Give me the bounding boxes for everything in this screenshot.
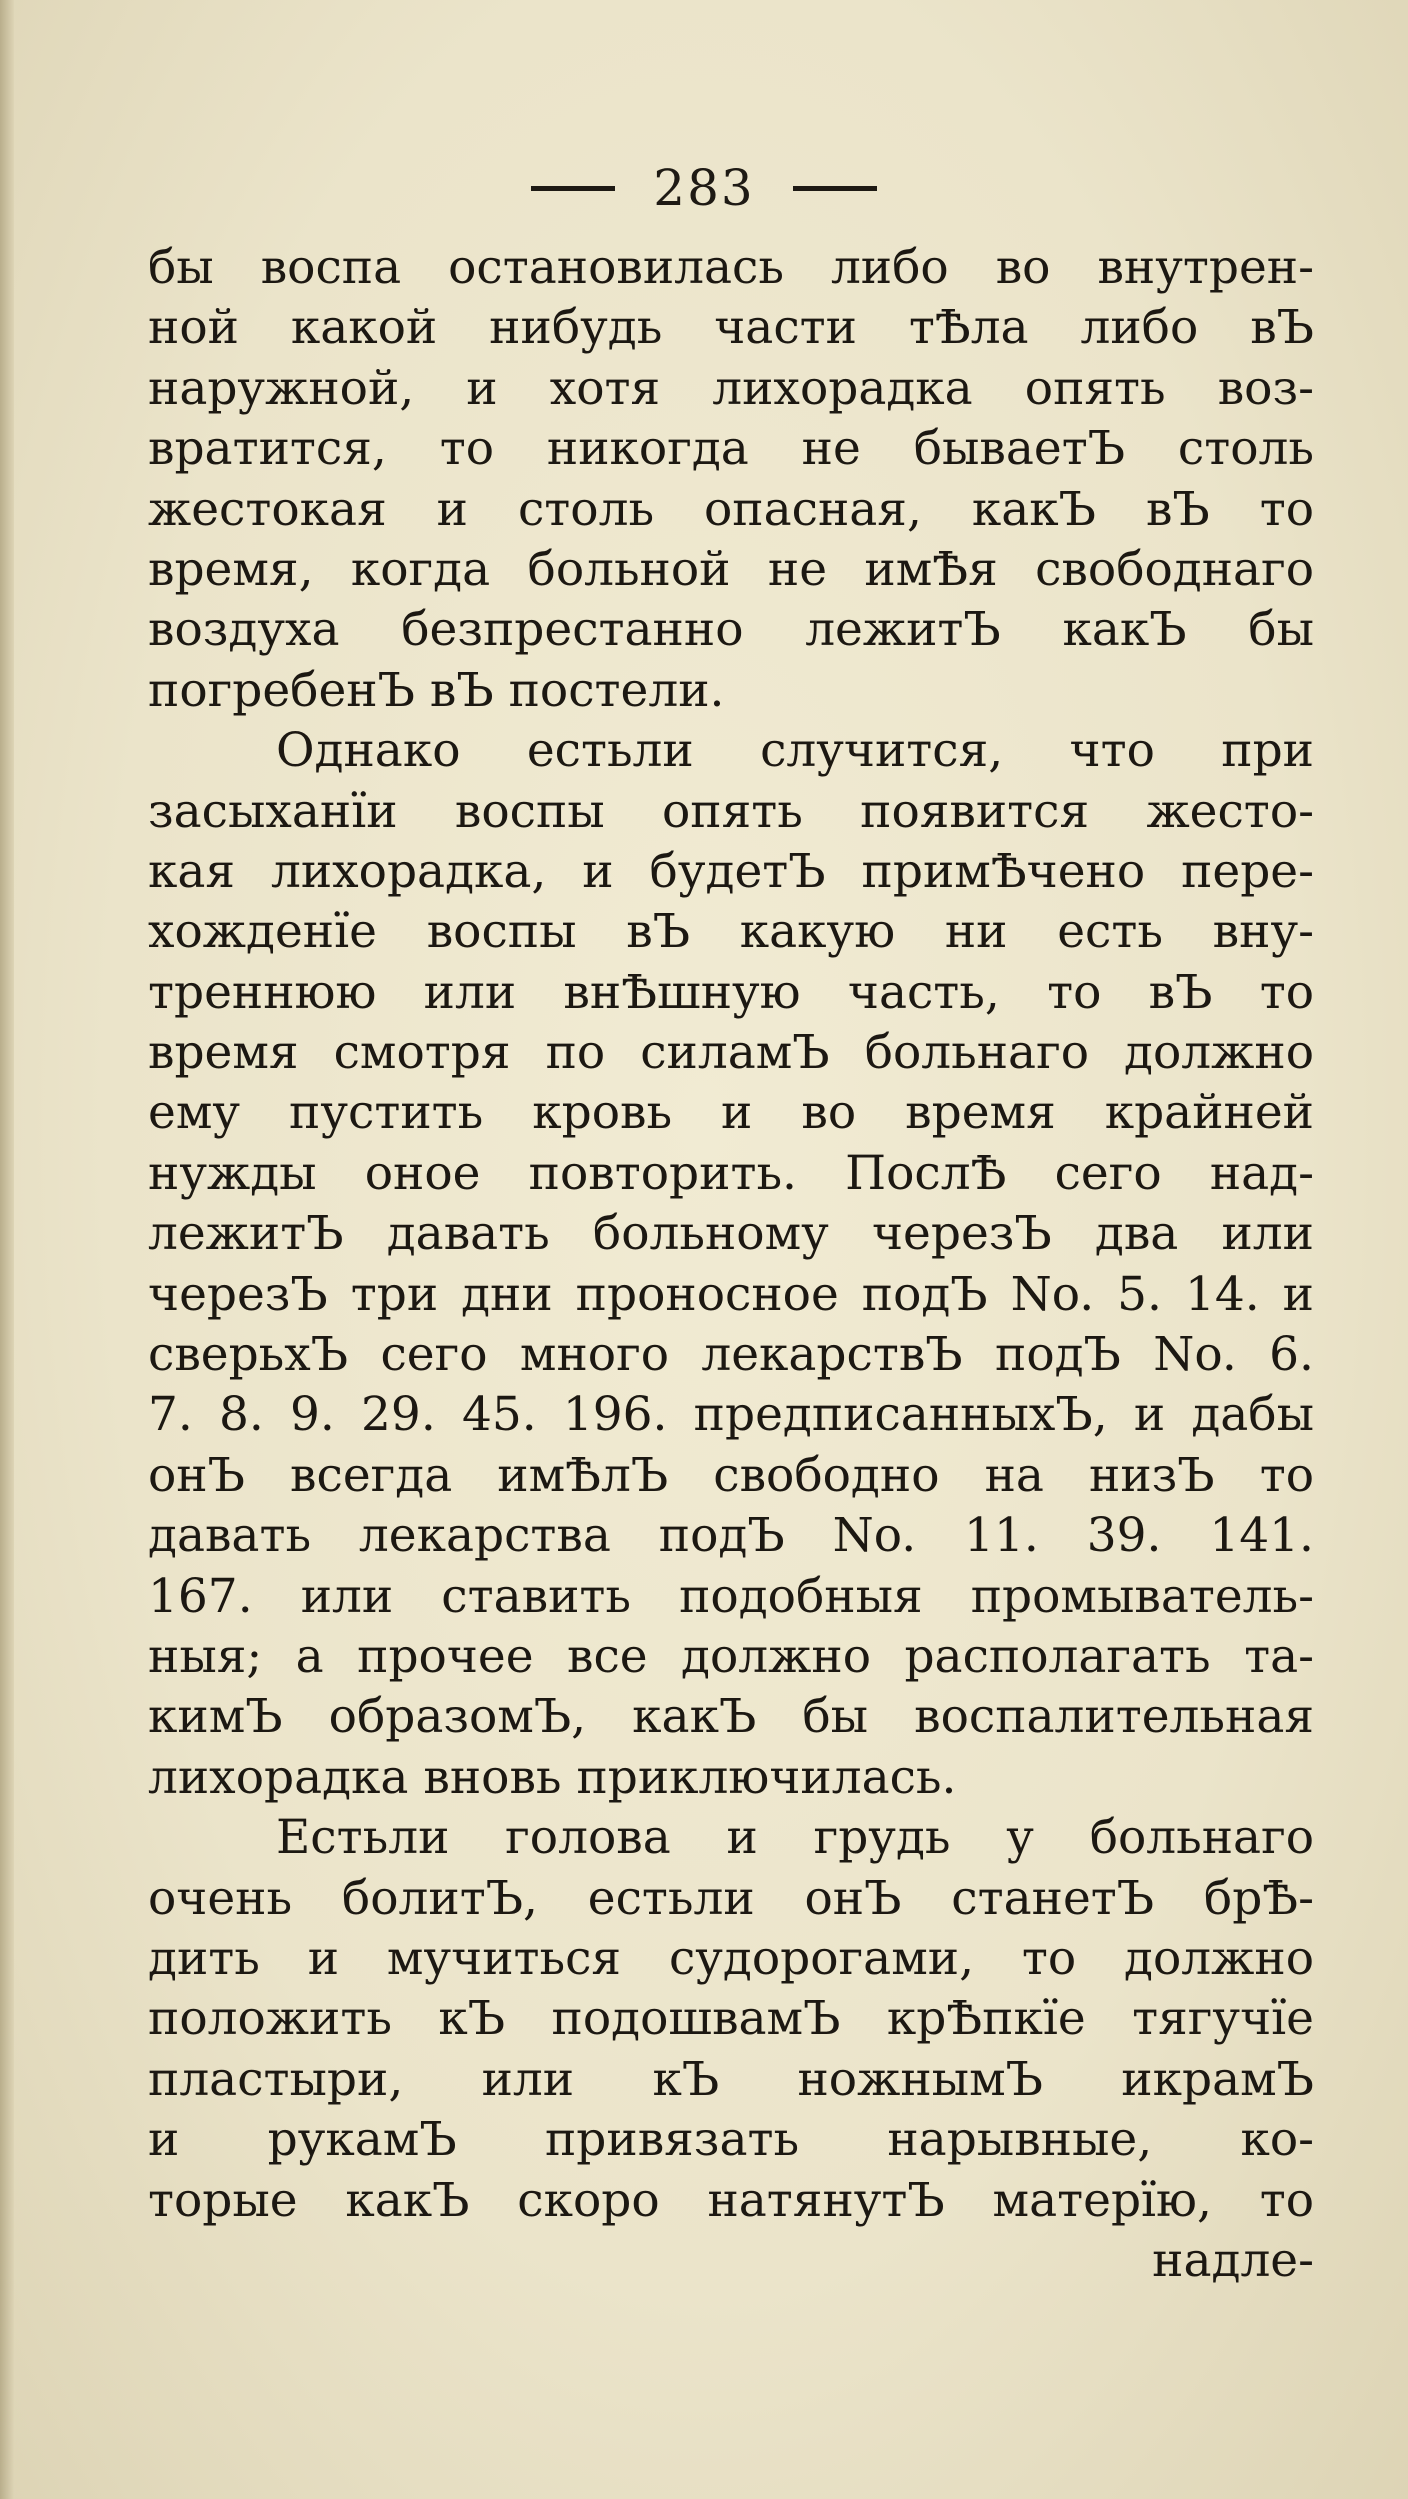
text-line: черезЪ три дни проносное подЪ No. 5. 14. и [148, 1266, 1314, 1322]
text-line: и рукамЪ привязать нарывные, ко- [148, 2112, 1314, 2168]
page-spine-edge [0, 0, 14, 2499]
text-line: воздуха безпрестанно лежитЪ какЪ бы [148, 602, 1314, 658]
text-line: жестокая и столь опасная, какЪ вЪ то [148, 481, 1314, 537]
text-line: бы воспа остановилась либо во внутрен- [148, 240, 1314, 295]
text-line: торые какЪ скоро натянутЪ матерїю, то [148, 2172, 1314, 2228]
text-line-paragraph-start: Однако естьли случится, что при [276, 723, 1314, 779]
header-dash-right [793, 186, 877, 191]
text-line: 167. или ставить подобныя промыватель- [148, 1568, 1314, 1624]
text-line: ныя; а прочее все должно располагать та- [148, 1628, 1314, 1684]
text-line: вратится, то никогда не бываетЪ столь [148, 421, 1314, 477]
header-dash-left [531, 186, 615, 191]
text-line: кая лихорадка, и будетЪ примѢчено пере- [148, 843, 1314, 899]
text-line: очень болитЪ, естьли онЪ станетЪ брѢ- [148, 1870, 1314, 1926]
text-line: время смотря по силамЪ больнаго должно [148, 1025, 1314, 1081]
text-line: кимЪ образомЪ, какЪ бы воспалительная [148, 1689, 1314, 1745]
text-line: дить и мучиться судорогами, то должно [148, 1930, 1314, 1986]
body-text [148, 238, 1314, 2291]
text-line: треннюю или внѢшную часть, то вЪ то [148, 964, 1314, 1020]
text-line: ной какой нибудь части тѢла либо вЪ [148, 300, 1314, 356]
catchword: надле- [1152, 2232, 1314, 2288]
text-line: положить кЪ подошвамЪ крѢпкїе тягучїе [148, 1991, 1314, 2047]
text-line: ему пустить кровь и во время крайней [148, 1085, 1314, 1141]
text-line: наружной, и хотя лихорадка опять воз- [148, 360, 1314, 416]
text-line-paragraph-start: Естьли голова и грудь у больнаго [276, 1810, 1314, 1866]
text-line: пластыри, или кЪ ножнымЪ икрамЪ [148, 2051, 1314, 2107]
page-header [0, 148, 1408, 228]
text-line: сверьхЪ сего много лекарствЪ подЪ No. 6. [148, 1327, 1314, 1383]
page-number: 283 [653, 159, 755, 217]
text-line-paragraph-end: погребенЪ вЪ постели. [148, 662, 725, 718]
text-line: 7. 8. 9. 29. 45. 196. предписанныхЪ, и дабы [148, 1387, 1314, 1443]
text-line: нужды оное повторить. ПослѢ сего над- [148, 1145, 1314, 1201]
text-line: хожденїе воспы вЪ какую ни есть вну- [148, 904, 1314, 960]
text-line: лежитЪ давать больному черезЪ два или [148, 1206, 1314, 1262]
text-line: время, когда больной не имѢя свободнаго [148, 541, 1314, 597]
text-line: давать лекарства подЪ No. 11. 39. 141. [148, 1508, 1314, 1564]
text-line: засыханїи воспы опять появится жесто- [148, 783, 1314, 839]
text-line: онЪ всегда имѢлЪ свободно на низЪ то [148, 1447, 1314, 1503]
text-line-paragraph-end: лихорадка вновь приключилась. [148, 1749, 957, 1805]
